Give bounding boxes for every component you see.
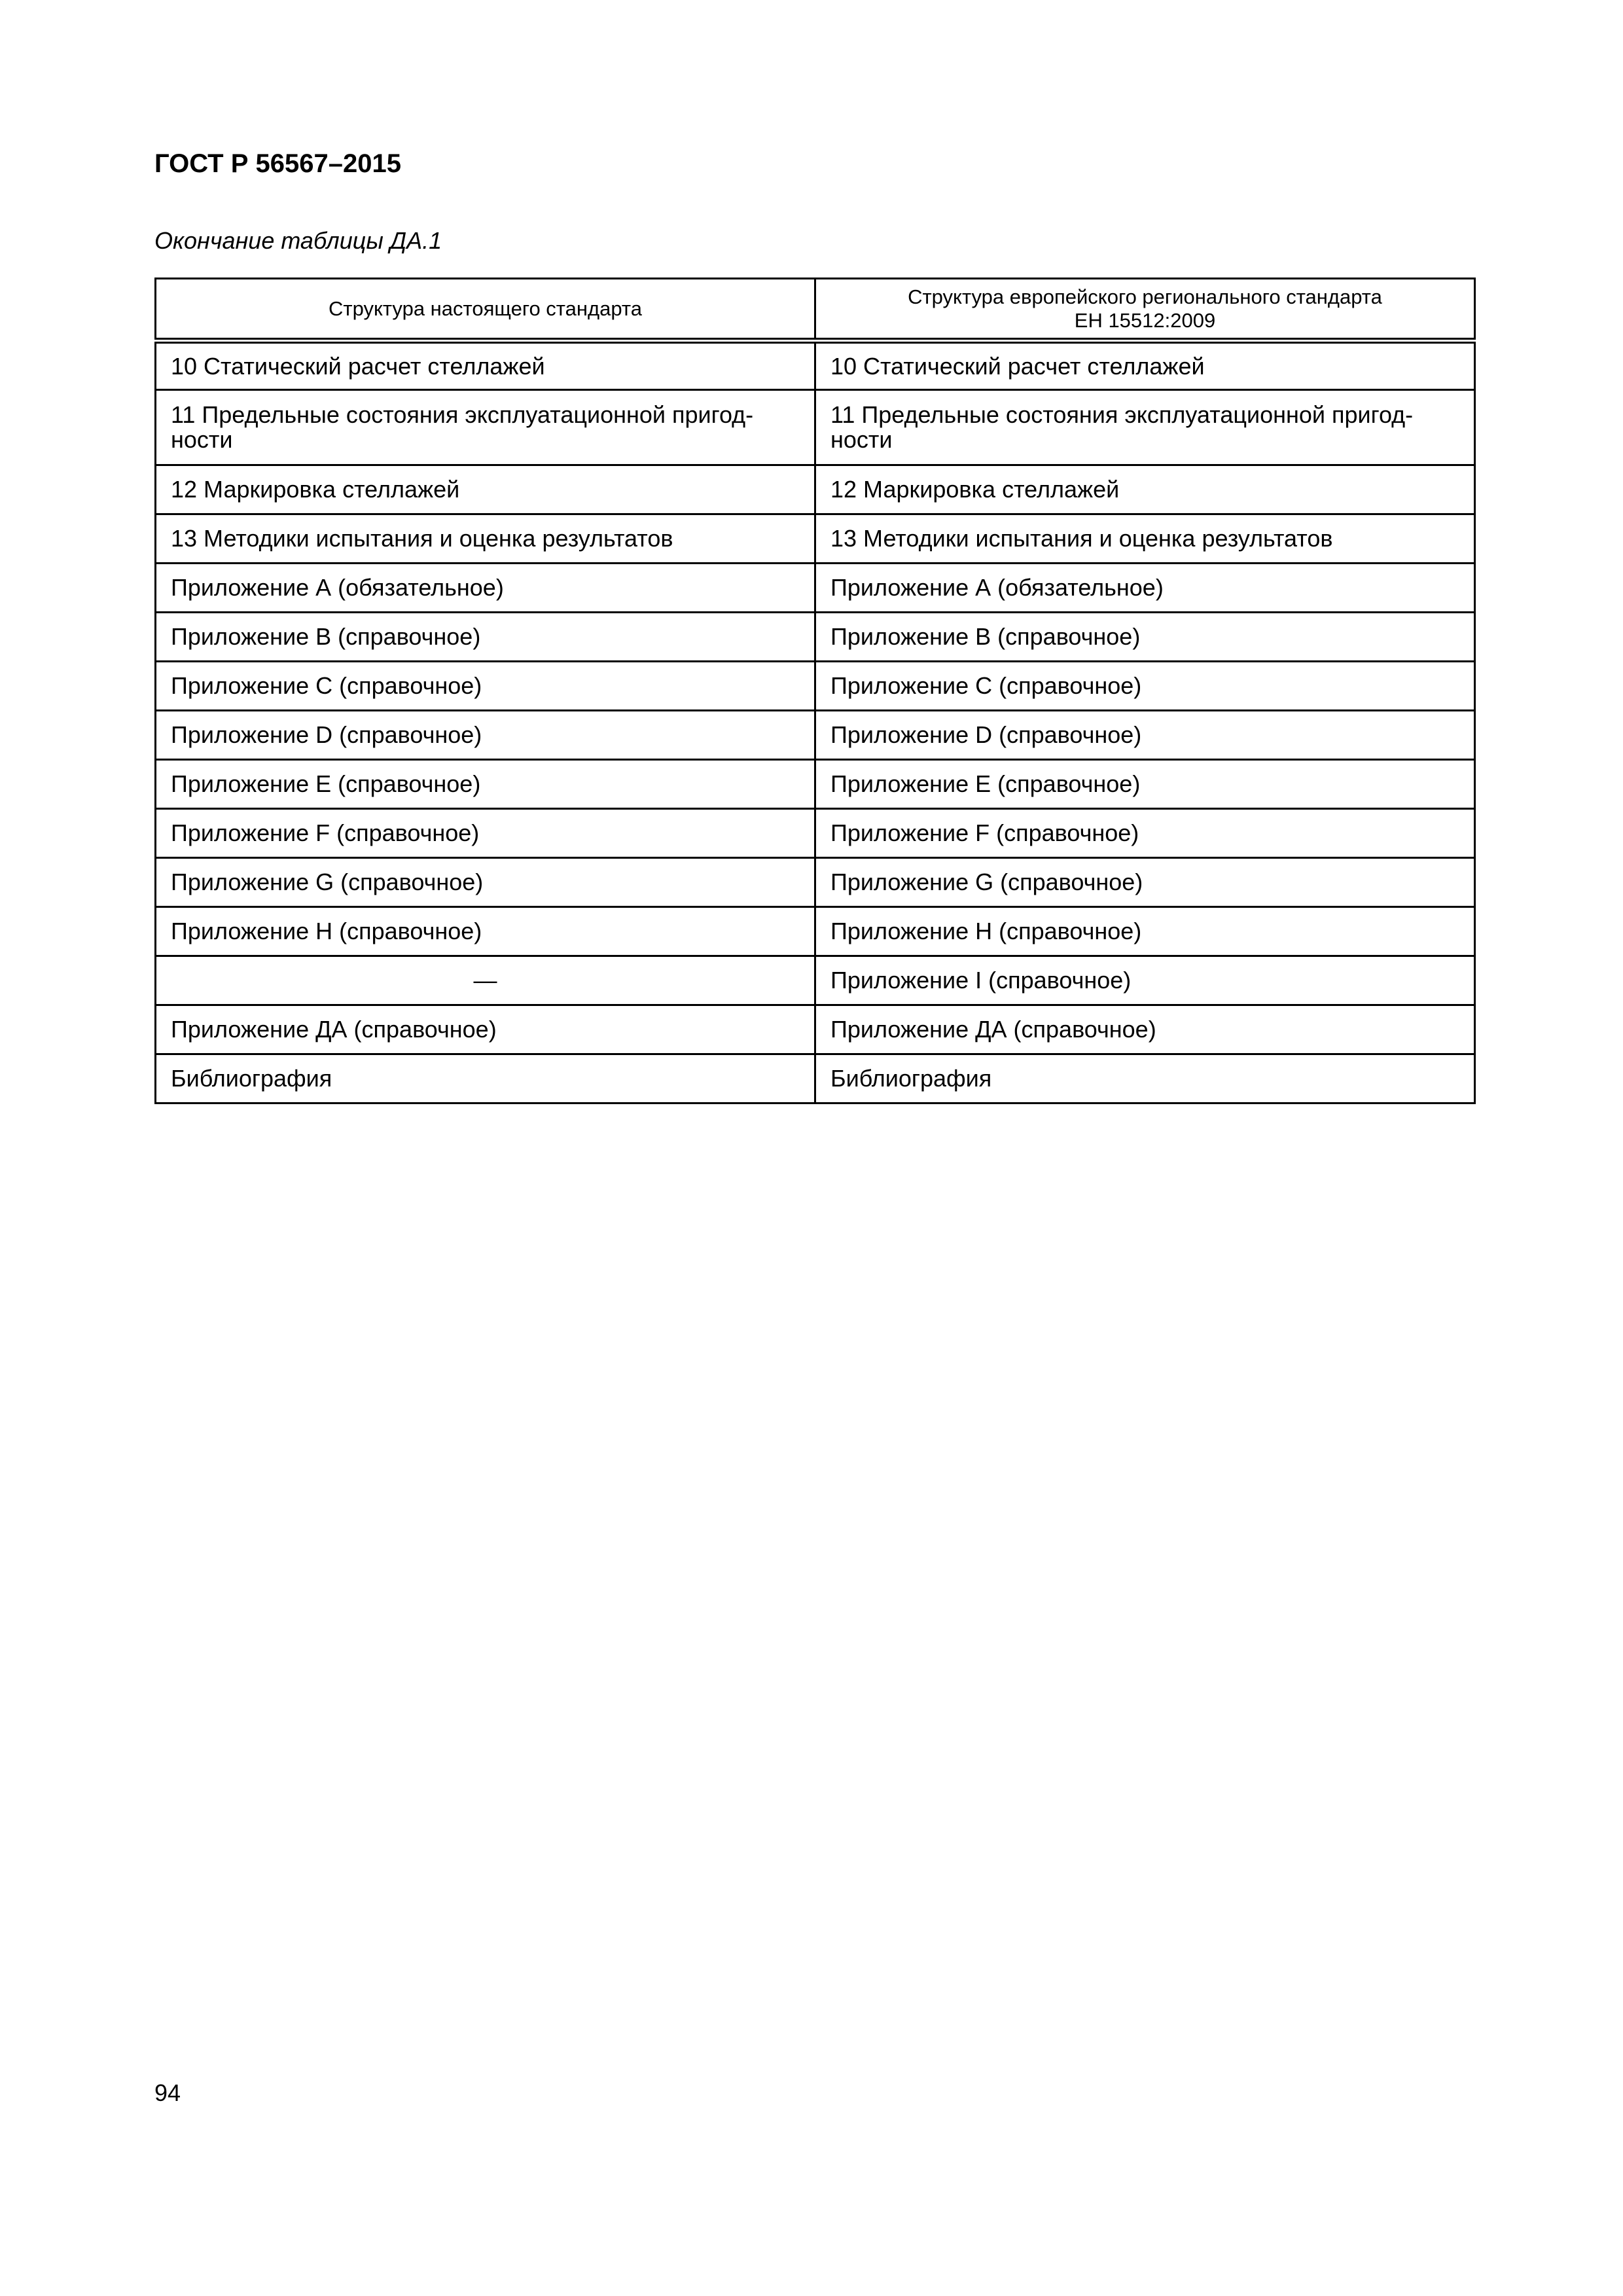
cell-european-standard: Приложение В (справочное) bbox=[815, 613, 1475, 662]
cell-current-standard: Приложение D (справочное) bbox=[156, 711, 815, 760]
cell-current-standard: — bbox=[156, 956, 815, 1005]
cell-current-standard: Приложение Е (справочное) bbox=[156, 760, 815, 809]
header-european-line-1: Структура европейского регионального стандарта ЕН 15512:2009 bbox=[908, 285, 1382, 332]
table-row bbox=[156, 514, 1475, 564]
table-row bbox=[156, 907, 1475, 956]
document-code: ГОСТ Р 56567–2015 bbox=[154, 149, 401, 178]
table-row bbox=[156, 465, 1475, 514]
table-row bbox=[156, 711, 1475, 760]
cell-european-standard: Приложение D (справочное) bbox=[815, 711, 1475, 760]
table-row bbox=[156, 1005, 1475, 1054]
cell-european-standard: Приложение G (справочное) bbox=[815, 858, 1475, 907]
cell-european-standard: Приложение F (справочное) bbox=[815, 809, 1475, 858]
table-row bbox=[156, 341, 1475, 390]
cell-current-standard: Библиография bbox=[156, 1054, 815, 1103]
cell-european-standard: Приложение Е (справочное) bbox=[815, 760, 1475, 809]
table-header-row bbox=[156, 279, 1475, 341]
cell-current-standard: Приложение G (справочное) bbox=[156, 858, 815, 907]
cell-current-standard: 12 Маркировка стеллажей bbox=[156, 465, 815, 514]
cell-european-standard: Приложение С (справочное) bbox=[815, 662, 1475, 711]
table-caption: Окончание таблицы ДА.1 bbox=[154, 227, 442, 254]
structure-comparison-table bbox=[154, 278, 1476, 1104]
table-row bbox=[156, 1054, 1475, 1103]
cell-european-standard: Приложение Н (справочное) bbox=[815, 907, 1475, 956]
table-row bbox=[156, 613, 1475, 662]
cell-european-standard: 13 Методики испытания и оценка результатов bbox=[815, 514, 1475, 564]
cell-european-standard: Приложение I (справочное) bbox=[815, 956, 1475, 1005]
table-row bbox=[156, 858, 1475, 907]
cell-current-standard: Приложение В (справочное) bbox=[156, 613, 815, 662]
header-current-standard: Структура настоящего стандарта bbox=[156, 279, 815, 341]
cell-current-standard: 13 Методики испытания и оценка результатов bbox=[156, 514, 815, 564]
cell-european-standard: Приложение А (обязательное) bbox=[815, 564, 1475, 613]
cell-european-standard: 12 Маркировка стеллажей bbox=[815, 465, 1475, 514]
table-row bbox=[156, 809, 1475, 858]
cell-current-standard: Приложение А (обязательное) bbox=[156, 564, 815, 613]
cell-european-standard: Библиография bbox=[815, 1054, 1475, 1103]
cell-european-standard: 11 Предельные состояния эксплуатационной пригод- ности bbox=[815, 390, 1475, 465]
cell-current-standard: Приложение ДА (справочное) bbox=[156, 1005, 815, 1054]
table-row bbox=[156, 564, 1475, 613]
table-row bbox=[156, 760, 1475, 809]
cell-current-standard: 11 Предельные состояния эксплуатационной пригод- ности bbox=[156, 390, 815, 465]
header-european-standard bbox=[815, 279, 1475, 341]
cell-current-standard: 10 Статический расчет стеллажей bbox=[156, 341, 815, 390]
page-number: 94 bbox=[154, 2079, 181, 2106]
cell-european-standard: Приложение ДА (справочное) bbox=[815, 1005, 1475, 1054]
table-body bbox=[156, 341, 1475, 1103]
table-row bbox=[156, 956, 1475, 1005]
cell-current-standard: Приложение F (справочное) bbox=[156, 809, 815, 858]
cell-current-standard: Приложение Н (справочное) bbox=[156, 907, 815, 956]
table-row bbox=[156, 662, 1475, 711]
table-row bbox=[156, 390, 1475, 465]
cell-current-standard: Приложение С (справочное) bbox=[156, 662, 815, 711]
cell-european-standard: 10 Статический расчет стеллажей bbox=[815, 341, 1475, 390]
